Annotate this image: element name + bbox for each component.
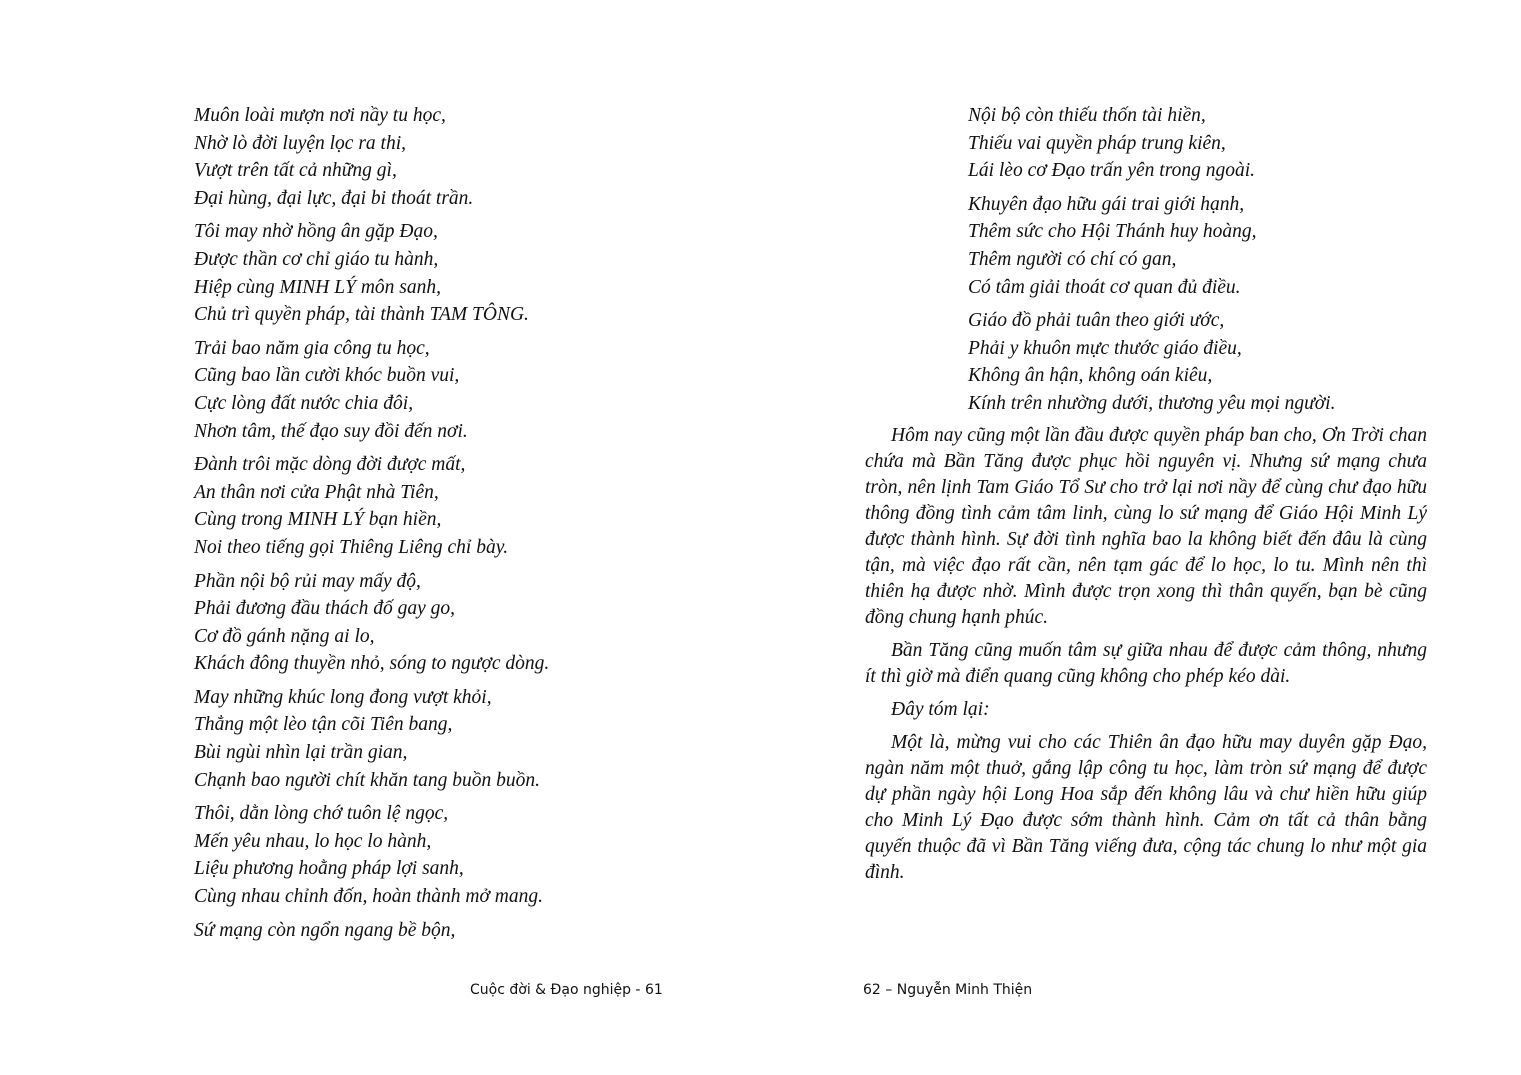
poem-line: Nhơn tâm, thế đạo suy đồi đến nơi. — [194, 420, 468, 442]
poem-line: May những khúc long đong vượt khỏi, — [194, 686, 492, 708]
right-page-footer: 62 – Nguyễn Minh Thiện — [863, 982, 1033, 998]
poem-stanza — [968, 102, 1488, 185]
poem-line: Phần nội bộ rủi may mấy độ, — [194, 570, 421, 592]
poem-line: Sứ mạng còn ngổn ngang bề bộn, — [194, 919, 456, 941]
poem-line: Khách đông thuyền nhỏ, sóng to ngược dòng. — [194, 653, 550, 675]
poem-line: Phải đương đầu thách đố gay go, — [194, 598, 455, 620]
poem-line: Đành trôi mặc dòng đời được mất, — [194, 454, 466, 476]
poem-line: Vượt trên tất cả những gì, — [194, 160, 397, 182]
poem-stanza — [194, 684, 714, 794]
poem-line: Cơ đồ gánh nặng ai lo, — [194, 625, 375, 647]
poem-line: Thêm người có chí có gan, — [968, 248, 1177, 270]
poem-line: Mến yêu nhau, lo học lo hành, — [194, 830, 432, 852]
poem-line: Muôn loài mượn nơi nầy tu học, — [194, 105, 446, 126]
poem-stanza — [194, 335, 714, 445]
poem-line: Noi theo tiếng gọi Thiêng Liêng chỉ bày. — [194, 536, 509, 558]
right-poem — [968, 102, 1488, 424]
prose-paragraph: Hôm nay cũng một lần đầu được quyền pháp ban cho, Ơn Trời chan chứa mà Bần Tăng được phục hồi nguyên vị. Nhưng sứ mạng chưa tròn, nên lịnh Tam Giáo Tổ Sư cho trở lại nơi nầy để cùng chư đạo hữu thông đồng tình cảm tâm linh, cùng lo sứ mạng để Giáo Hội Minh Lý được thành hình. Sự đời tình nghĩa bao la không biết đến đâu là cùng tận, mà việc đạo rất cần, nên tạm gác để lo học, lo tu. Mình nên thì thiên hạ được nhờ. Mình được trọn xong thì thân quyến, bạn bè cũng đồng chung hạnh phúc. — [865, 425, 1427, 628]
poem-line: Trải bao năm gia công tu học, — [194, 337, 430, 359]
poem-line: Chủ trì quyền pháp, tài thành TAM TÔNG. — [194, 304, 529, 326]
poem-line: Khuyên đạo hữu gái trai giới hạnh, — [968, 193, 1245, 215]
poem-line: Giáo đồ phải tuân theo giới ước, — [968, 310, 1225, 332]
poem-line: Kính trên nhường dưới, thương yêu mọi người. — [968, 392, 1336, 414]
poem-line: Đại hùng, đại lực, đại bi thoát trần. — [194, 187, 474, 209]
poem-line: Hiệp cùng MINH LÝ môn sanh, — [194, 276, 441, 298]
left-page — [0, 0, 760, 1075]
poem-line: Không ân hận, không oán kiêu, — [968, 365, 1213, 387]
poem-line: Thiếu vai quyền pháp trung kiên, — [968, 132, 1226, 154]
poem-stanza — [968, 191, 1488, 301]
poem-line: Liệu phương hoằng pháp lợi sanh, — [194, 858, 464, 880]
poem-line: An thân nơi cửa Phật nhà Tiên, — [194, 481, 439, 503]
poem-line: Nhờ lò đời luyện lọc ra thi, — [194, 132, 407, 154]
poem-line: Phải y khuôn mực thước giáo điều, — [968, 337, 1242, 359]
poem-line: Lái lèo cơ Đạo trấn yên trong ngoài. — [968, 160, 1255, 182]
prose-paragraph: Đây tóm lại: — [891, 699, 990, 720]
poem-line: Cùng nhau chỉnh đốn, hoàn thành mở mang. — [194, 886, 543, 908]
poem-stanza — [194, 102, 714, 212]
poem-line: Cũng bao lần cười khóc buồn vui, — [194, 365, 460, 387]
poem-line: Cùng trong MINH LÝ bạn hiền, — [194, 509, 442, 531]
poem-line: Được thần cơ chỉ giáo tu hành, — [194, 248, 439, 270]
right-prose — [865, 423, 1427, 893]
poem-line: Nội bộ còn thiếu thốn tài hiền, — [968, 105, 1206, 126]
poem-stanza — [194, 568, 714, 678]
poem-line: Thêm sức cho Hội Thánh huy hoàng, — [968, 221, 1257, 243]
left-poem — [194, 102, 714, 950]
poem-line: Tôi may nhờ hồng ân gặp Đạo, — [194, 221, 438, 243]
poem-line: Có tâm giải thoát cơ quan đủ điều. — [968, 276, 1241, 298]
poem-stanza — [968, 307, 1488, 417]
poem-line: Thôi, dằn lòng chớ tuôn lệ ngọc, — [194, 803, 449, 825]
prose-paragraph: Một là, mừng vui cho các Thiên ân đạo hữu may duyên gặp Đạo, ngàn năm một thuở, gắng lập công tu học, làm tròn sứ mạng để được dự phần ngày hội Long Hoa sắp đến không lâu và chư hiền hữu giúp cho Minh Lý Đạo được sớm thành hình. Cảm ơn tất cả thân bằng quyến thuộc đã vì Bần Tăng viếng đưa, cộng tác chung lo như một gia đình. — [865, 732, 1427, 883]
poem-stanza — [194, 451, 714, 561]
right-page — [760, 0, 1521, 1075]
poem-line: Cực lòng đất nước chia đôi, — [194, 392, 414, 414]
poem-line: Thẳng một lèo tận cõi Tiên bang, — [194, 714, 453, 736]
poem-line: Bùi ngùi nhìn lại trần gian, — [194, 742, 408, 764]
poem-stanza — [194, 218, 714, 328]
prose-paragraph: Bần Tăng cũng muốn tâm sự giữa nhau để được cảm thông, nhưng ít thì giờ mà điển quang cũng không cho phép kéo dài. — [865, 640, 1427, 687]
poem-line: Chạnh bao người chít khăn tang buồn buồn. — [194, 769, 541, 791]
poem-stanza — [194, 800, 714, 910]
left-page-footer: Cuộc đời & Đạo nghiệp - 61 — [470, 982, 663, 998]
poem-stanza — [194, 917, 714, 945]
